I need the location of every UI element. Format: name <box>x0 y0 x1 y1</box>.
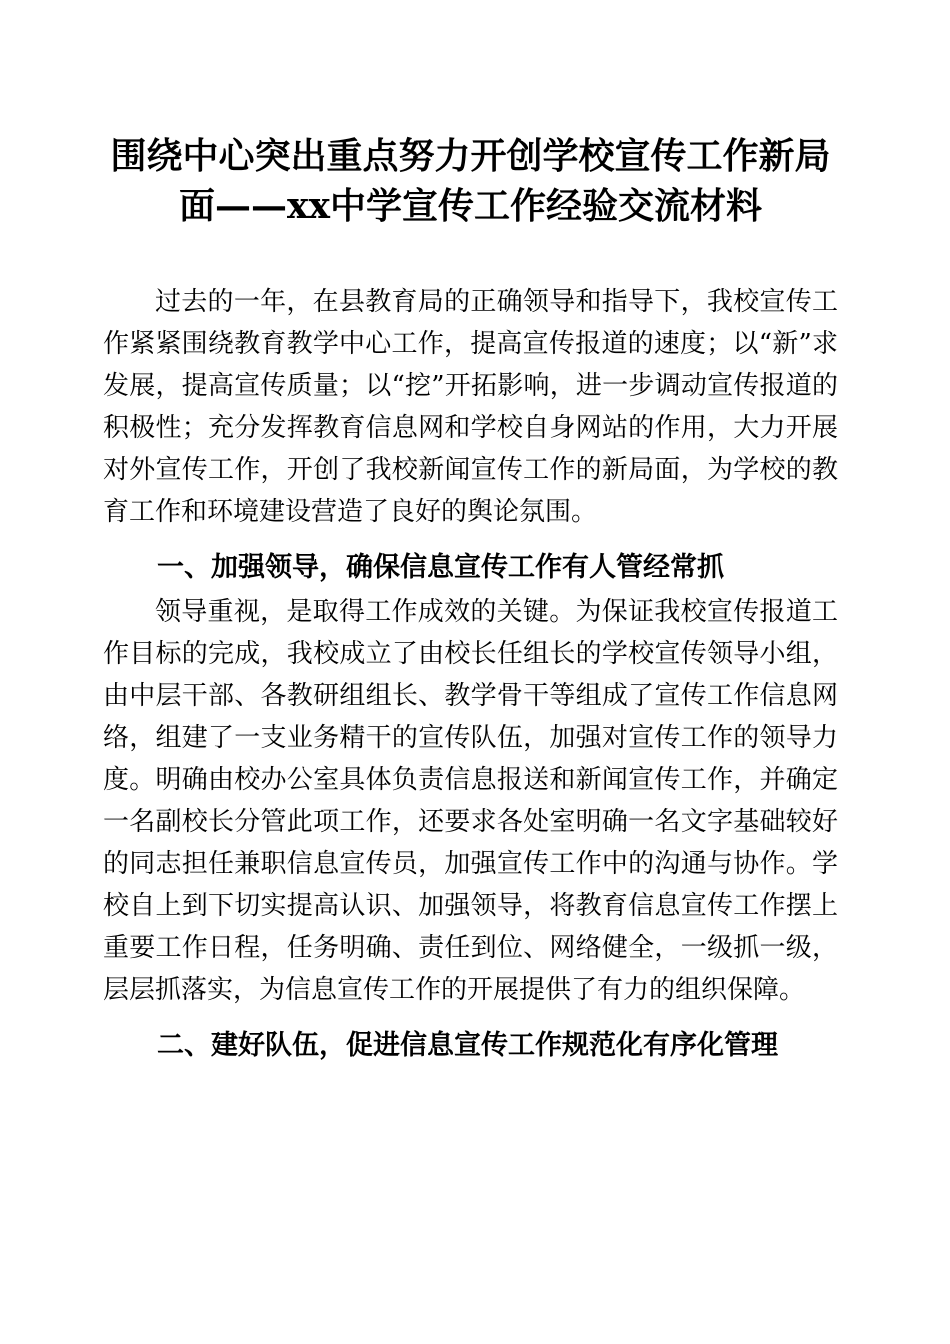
paragraph-intro: 过去的一年，在县教育局的正确领导和指导下，我校宣传工作紧紧围绕教育教学中心工作，提高宣传报道的速度；以“新”求发展，提高宣传质量；以“挖”开拓影响，进一步调动宣传报道的积极性；充分发挥教育信息网和学校自身网站的作用，大力开展对外宣传工作，开创了我校新闻宣传工作的新局面，为学校的教育工作和环境建设营造了良好的舆论氛围。 <box>103 287 838 527</box>
section-heading-2: 二、建好队伍，促进信息宣传工作规范化有序化管理 <box>157 1030 778 1061</box>
document-title: 围绕中心突出重点努力开创学校宣传工作新局面——xx中学宣传工作经验交流材料 <box>110 135 831 227</box>
paragraph-section-1: 领导重视，是取得工作成效的关键。为保证我校宣传报道工作目标的完成，我校成立了由校长任组长的学校宣传领导小组，由中层干部、各教研组组长、教学骨干等组成了宣传工作信息网络，组建了一支业务精干的宣传队伍，加强对宣传工作的领导力度。明确由校办公室具体负责信息报送和新闻宣传工作，并确定一名副校长分管此项工作，还要求各处室明确一名文字基础较好的同志担任兼职信息宣传员，加强宣传工作中的沟通与协作。学校自上到下切实提高认识、加强领导，将教育信息宣传工作摆上重要工作日程，任务明确、责任到位、网络健全，一级抓一级，层层抓落实，为信息宣传工作的开展提供了有力的组织保障。 <box>103 597 838 1005</box>
section-heading-1: 一、加强领导，确保信息宣传工作有人管经常抓 <box>157 552 724 583</box>
